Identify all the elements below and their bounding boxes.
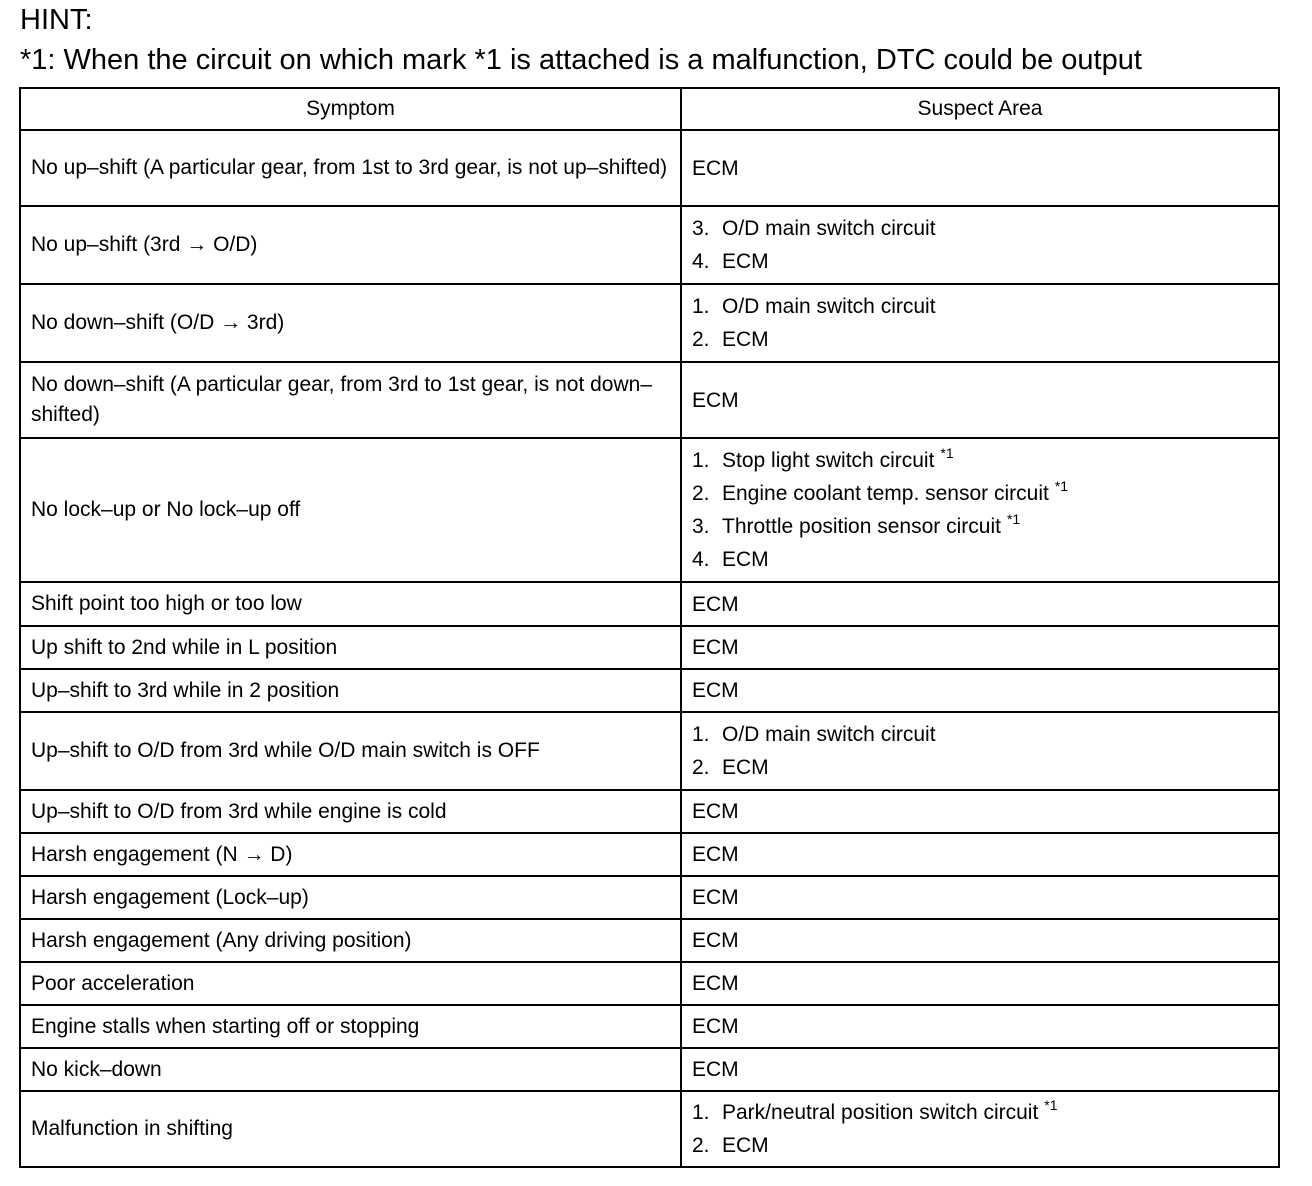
suspect-item-number: 4. (692, 548, 710, 571)
suspect-area-cell (681, 962, 1279, 1005)
suspect-item-text: ECM (692, 1015, 739, 1038)
suspect-item (692, 444, 1268, 477)
suspect-item-number: 1. (692, 1101, 710, 1124)
table-row (20, 1091, 1279, 1167)
suspect-item (692, 510, 1268, 543)
symptom-cell: No down–shift (A particular gear, from 3rd to 1st gear, is not down–shifted) (20, 362, 681, 438)
suspect-item-text: ECM (692, 156, 739, 180)
suspect-item (692, 795, 1268, 828)
suspect-item (692, 924, 1268, 957)
table-row (20, 1005, 1279, 1048)
suspect-item-text: ECM (722, 1134, 769, 1157)
symptom-cell: Up–shift to O/D from 3rd while O/D main switch is OFF (20, 712, 681, 790)
table-row (20, 833, 1279, 876)
symptom-cell: Up–shift to 3rd while in 2 position (20, 669, 681, 712)
suspect-item-text: ECM (692, 972, 739, 995)
suspect-item (692, 631, 1268, 664)
table-row (20, 362, 1279, 438)
suspect-item-number: 2. (692, 328, 710, 351)
symptom-cell: Up shift to 2nd while in L position (20, 626, 681, 669)
suspect-item-text: ECM (692, 1058, 739, 1081)
symptom-cell: No down–shift (O/D → 3rd) (20, 284, 681, 362)
suspect-area-cell (681, 206, 1279, 284)
hint-title: HINT: (20, 4, 93, 36)
table-row (20, 626, 1279, 669)
suspect-area-cell (681, 712, 1279, 790)
footnote-mark: *1 (940, 445, 954, 461)
suspect-item (692, 881, 1268, 914)
suspect-item (692, 1096, 1268, 1129)
suspect-item-text: ECM (722, 250, 769, 273)
table-row (20, 130, 1279, 206)
table-row (20, 876, 1279, 919)
suspect-area-cell (681, 284, 1279, 362)
suspect-area-cell (681, 833, 1279, 876)
suspect-item-text: ECM (692, 886, 739, 909)
table-row (20, 790, 1279, 833)
table-row (20, 712, 1279, 790)
suspect-item-text: ECM (722, 548, 769, 571)
suspect-item (692, 1053, 1268, 1086)
suspect-item (692, 718, 1268, 751)
header-symptom: Symptom (20, 88, 681, 130)
suspect-item-number: 2. (692, 756, 710, 779)
symptom-cell: No up–shift (3rd → O/D) (20, 206, 681, 284)
table-body (20, 130, 1279, 1167)
suspect-item-text: ECM (692, 592, 739, 616)
suspect-item (692, 323, 1268, 356)
suspect-item-text: ECM (722, 756, 769, 779)
suspect-item-text: ECM (692, 679, 739, 702)
table-row (20, 669, 1279, 712)
table-row (20, 206, 1279, 284)
header-suspect-area: Suspect Area (681, 88, 1279, 130)
suspect-item (692, 967, 1268, 1000)
suspect-item-number: 2. (692, 1134, 710, 1157)
footnote-mark: *1 (1054, 478, 1069, 494)
suspect-item (692, 290, 1268, 323)
suspect-item-text: O/D main switch circuit (722, 723, 936, 746)
suspect-item (692, 245, 1268, 278)
suspect-item (692, 1129, 1268, 1162)
symptom-cell: No lock–up or No lock–up off (20, 438, 681, 582)
suspect-item-number: 1. (692, 723, 710, 746)
suspect-area-cell (681, 790, 1279, 833)
table-row (20, 1048, 1279, 1091)
suspect-item-number: 4. (692, 250, 710, 273)
suspect-item-text: ECM (692, 800, 739, 823)
suspect-item-text: Engine coolant temp. sensor circuit (722, 482, 1049, 505)
symptom-cell: Harsh engagement (N → D) (20, 833, 681, 876)
suspect-area-cell (681, 582, 1279, 626)
symptom-cell: No kick–down (20, 1048, 681, 1091)
suspect-item (692, 152, 1268, 185)
table-row (20, 582, 1279, 626)
suspect-item (692, 751, 1268, 784)
symptom-table (19, 87, 1280, 1168)
symptom-cell: Harsh engagement (Lock–up) (20, 876, 681, 919)
suspect-item (692, 384, 1268, 417)
table-row (20, 438, 1279, 582)
suspect-item (692, 543, 1268, 576)
suspect-item-text: ECM (722, 328, 769, 351)
table-row (20, 962, 1279, 1005)
suspect-item-number: 3. (692, 217, 710, 240)
symptom-cell: Shift point too high or too low (20, 582, 681, 626)
suspect-area-cell (681, 876, 1279, 919)
suspect-item-number: 2. (692, 482, 710, 505)
suspect-item-text: O/D main switch circuit (722, 295, 936, 318)
suspect-item-text: Park/neutral position switch circuit (722, 1101, 1039, 1124)
suspect-area-cell (681, 919, 1279, 962)
suspect-item-text: Throttle position sensor circuit (722, 515, 1001, 538)
suspect-item-text: O/D main switch circuit (722, 217, 936, 240)
suspect-item-text: Stop light switch circuit (722, 449, 935, 472)
suspect-item-text: ECM (692, 388, 739, 412)
hint-note: *1: When the circuit on which mark *1 is attached is a malfunction, DTC could be output (20, 44, 1142, 76)
suspect-item (692, 1010, 1268, 1043)
suspect-item-number: 3. (692, 515, 710, 538)
suspect-item (692, 212, 1268, 245)
table-row (20, 919, 1279, 962)
suspect-item-text: ECM (692, 929, 739, 952)
suspect-area-cell (681, 626, 1279, 669)
suspect-item-number: 1. (692, 449, 710, 472)
suspect-area-cell (681, 438, 1279, 582)
suspect-item (692, 674, 1268, 707)
suspect-item (692, 588, 1268, 621)
suspect-item-number: 1. (692, 295, 710, 318)
footnote-mark: *1 (1006, 511, 1021, 527)
suspect-area-cell (681, 130, 1279, 206)
table-header-row (20, 88, 1279, 130)
suspect-area-cell (681, 1091, 1279, 1167)
suspect-area-cell (681, 1005, 1279, 1048)
symptom-cell: Poor acceleration (20, 962, 681, 1005)
symptom-cell: Harsh engagement (Any driving position) (20, 919, 681, 962)
suspect-item (692, 838, 1268, 871)
footnote-mark: *1 (1044, 1097, 1058, 1113)
suspect-area-cell (681, 669, 1279, 712)
symptom-cell: Up–shift to O/D from 3rd while engine is cold (20, 790, 681, 833)
symptom-cell: Engine stalls when starting off or stopping (20, 1005, 681, 1048)
suspect-item (692, 477, 1268, 510)
suspect-item-text: ECM (692, 843, 739, 866)
suspect-item-text: ECM (692, 636, 739, 659)
table-row (20, 284, 1279, 362)
symptom-cell: No up–shift (A particular gear, from 1st to 3rd gear, is not up–shifted) (20, 130, 681, 206)
suspect-area-cell (681, 1048, 1279, 1091)
symptom-cell: Malfunction in shifting (20, 1091, 681, 1167)
suspect-area-cell (681, 362, 1279, 438)
